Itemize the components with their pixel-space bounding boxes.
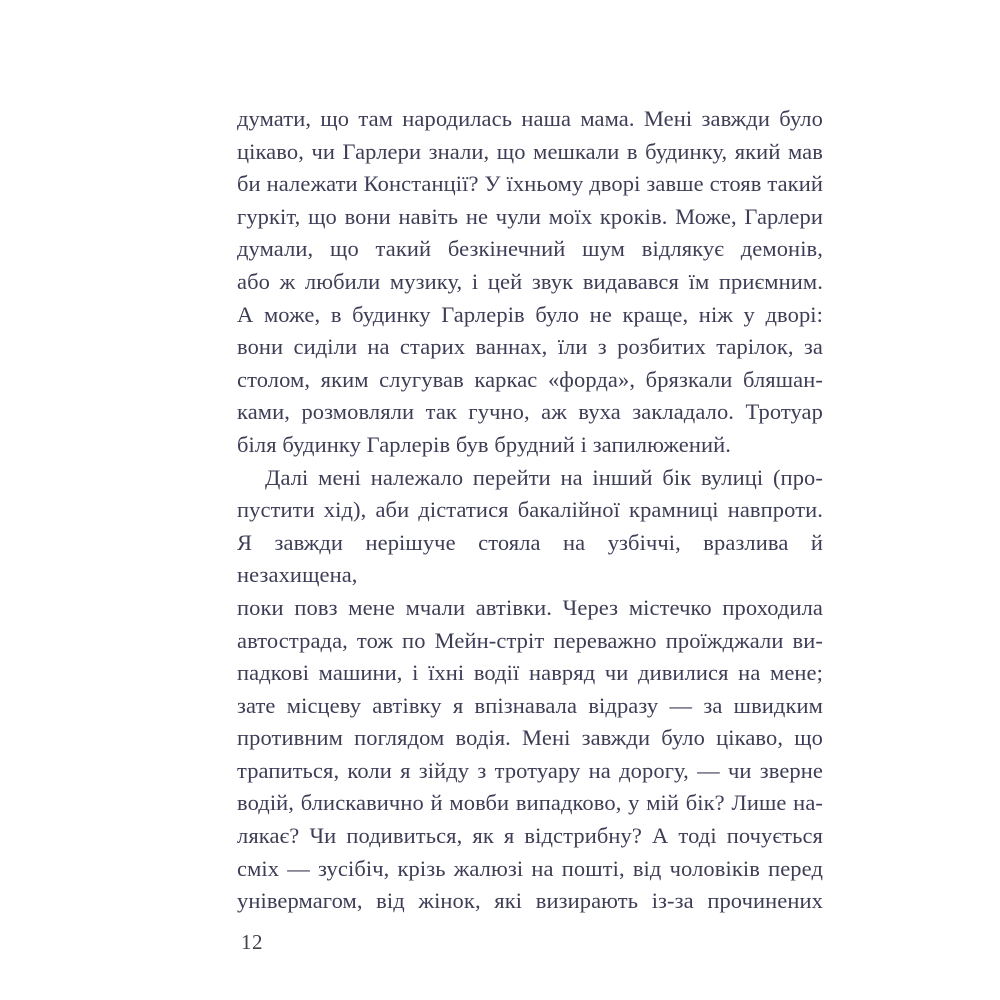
text-line: думати, що там народилась наша мама. Мені завжди було [237, 106, 823, 131]
text-line: Я завжди нерішуче стояла на узбіччі, вразлива й незахищена, [237, 529, 823, 588]
text-line: А може, в будинку Гарлерів було не краще, ніж у дворі: [237, 301, 823, 327]
text-line: або ж любили музику, і цей звук видавався їм приємним. [237, 268, 823, 294]
text-line: думали, що такий безкінечний шум відлякує демонів, [237, 236, 823, 262]
text-line: ками, розмовляли так гучно, аж вуха закладало. Тротуар [237, 399, 823, 425]
text-line: цікаво, чи Гарлери знали, що мешкали в будинку, який мав [237, 138, 823, 164]
text-line: водій, блискавично й мовби випадково, у мій бік? Лише на- [237, 790, 823, 816]
text-line: би належати Констанції? У їхньому дворі завше стояв такий [237, 171, 823, 197]
text-line: Далі мені належало перейти на інший бік вулиці (про- [265, 464, 823, 490]
text-line: поки повз мене мчали автівки. Через містечко проходила [237, 594, 823, 620]
text-line: гуркіт, що вони навіть не чули моїх кроків. Може, Гарлери [237, 203, 823, 229]
text-line: противним поглядом водія. Мені завжди було цікаво, що [237, 725, 823, 751]
text-line: автострада, тож по Мейн-стріт переважно проїжджали ви- [237, 627, 823, 653]
text-line: біля будинку Гарлерів був брудний і запилюжений. [237, 431, 732, 457]
text-line: вони сиділи на старих ваннах, їли з розбитих тарілок, за [237, 334, 823, 360]
text-line: універмагом, від жінок, які визирають із-за прочинених [237, 888, 823, 914]
page-text-block [237, 103, 823, 918]
text-line: зате місцеву автівку я впізнавала відразу — за швидким [237, 692, 823, 718]
text-line: пустити хід), аби дістатися бакалійної крамниці навпроти. [237, 497, 823, 523]
text-line: падкові машини, і їхні водії навряд чи дивилися на мене; [237, 660, 823, 686]
page-number: 12 [241, 930, 263, 954]
text-line: трапиться, коли я зійду з тротуару на дорогу, — чи зверне [237, 757, 823, 783]
text-line: сміх — зусібіч, крізь жалюзі на пошті, від чоловіків перед [237, 855, 823, 881]
text-line: лякає? Чи подивиться, як я відстрибну? А тоді почується [237, 823, 823, 849]
text-line: столом, яким слугував каркас «форда», брязкали бляшан- [237, 366, 823, 392]
